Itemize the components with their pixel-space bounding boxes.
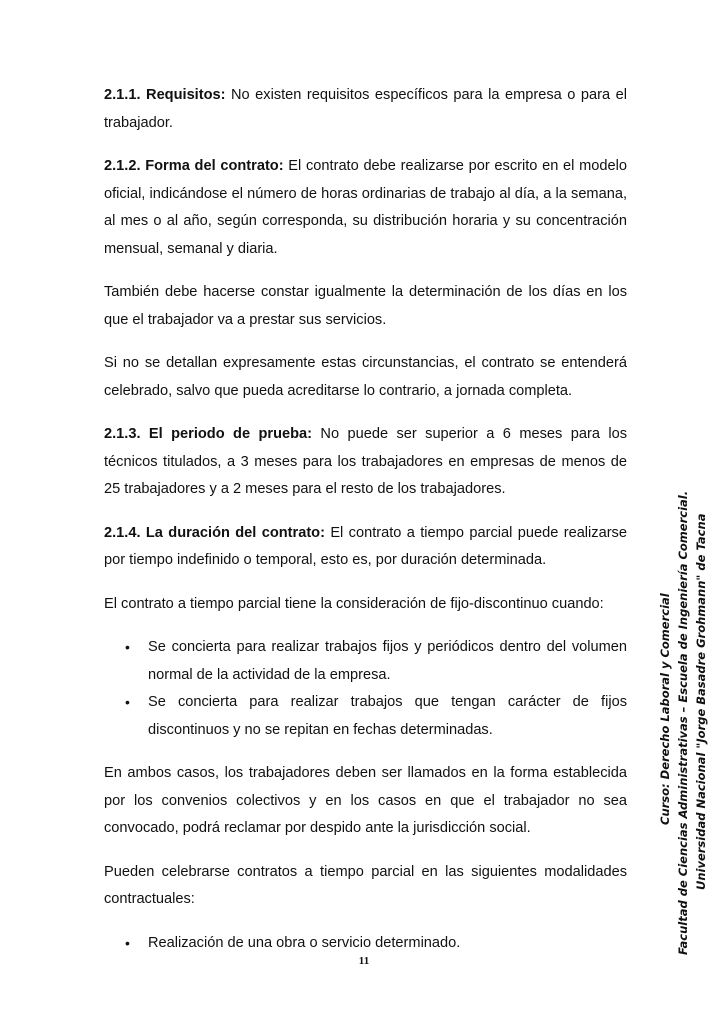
bullet-list-fijo bbox=[104, 634, 627, 744]
paragraph-tambien: También debe hacerse constar igualmente la determinación de los días en los que el trabajador va a prestar sus servicios. bbox=[104, 284, 627, 328]
page-number: 11 bbox=[358, 955, 370, 967]
paragraph-pueden: Pueden celebrarse contratos a tiempo parcial en las siguientes modalidades contractuales: bbox=[104, 863, 627, 907]
section-periodo-prueba bbox=[104, 421, 627, 504]
side-university-label: Universidad Nacional "Jorge Basadre Grohmann" de Tacna bbox=[694, 513, 708, 890]
section-text: No existen requisitos específicos para la empresa o para el trabajador. bbox=[104, 87, 628, 131]
section-heading: 2.1.1. Requisitos: bbox=[104, 87, 226, 103]
section-heading: 2.1.4. La duración del contrato: bbox=[104, 524, 325, 541]
paragraph-ambos-casos: En ambos casos, los trabajadores deben ser llamados en la forma establecida por los convenios colectivos y en los casos en que el trabajador no sea convocado, podrá reclamar por despido ante la jurisdicción social. bbox=[104, 765, 627, 836]
bullet-list-modalidades bbox=[104, 930, 627, 958]
list-item bbox=[104, 930, 627, 958]
body-text bbox=[104, 82, 627, 973]
section-text: El contrato debe realizarse por escrito en el modelo oficial, indicándose el número de horas ordinarias de trabajo al día, a la semana, al mes o al año, según corresponda, su distribución horaria y su concentración mensual, semanal y diaria. bbox=[104, 158, 627, 257]
section-duracion bbox=[104, 520, 627, 575]
paragraph-si-no: Si no se detallan expresamente estas circunstancias, el contrato se entenderá celebrado, salvo que pueda acreditarse lo contrario, a jornada completa. bbox=[104, 355, 627, 399]
section-heading: 2.1.2. Forma del contrato: bbox=[104, 158, 284, 174]
bullet-icon: • bbox=[125, 639, 130, 655]
list-item bbox=[104, 634, 627, 689]
list-item-text: Se concierta para realizar trabajos fijos y periódicos dentro del volumen normal de la actividad de la empresa. bbox=[148, 639, 627, 683]
bullet-icon: • bbox=[125, 694, 130, 710]
paragraph-fijo-discontinuo: El contrato a tiempo parcial tiene la consideración de fijo-discontinuo cuando: bbox=[104, 595, 604, 612]
list-item bbox=[104, 689, 627, 744]
side-faculty-label: Facultad de Ciencias Administrativas – Escuela de Ingeniería Comercial. bbox=[676, 490, 690, 955]
section-text: El contrato a tiempo parcial puede realizarse por tiempo indefinido o temporal, esto es, por duración determinada. bbox=[104, 524, 627, 568]
section-requisitos bbox=[104, 82, 627, 137]
bullet-icon: • bbox=[125, 934, 130, 951]
side-course-label: Curso: Derecho Laboral y Comercial bbox=[658, 593, 672, 825]
section-forma-contrato bbox=[104, 153, 627, 263]
section-text: No puede ser superior a 6 meses para los técnicos titulados, a 3 meses para los trabajadores en empresas de menos de 25 trabajadores y a 2 meses para el resto de los trabajadores. bbox=[104, 426, 627, 497]
section-heading: 2.1.3. El periodo de prueba: bbox=[104, 426, 312, 442]
list-item-text: Realización de una obra o servicio determinado. bbox=[148, 934, 461, 951]
list-item-text: Se concierta para realizar trabajos que tengan carácter de fijos discontinuos y no se repitan en fechas determinadas. bbox=[148, 694, 627, 738]
